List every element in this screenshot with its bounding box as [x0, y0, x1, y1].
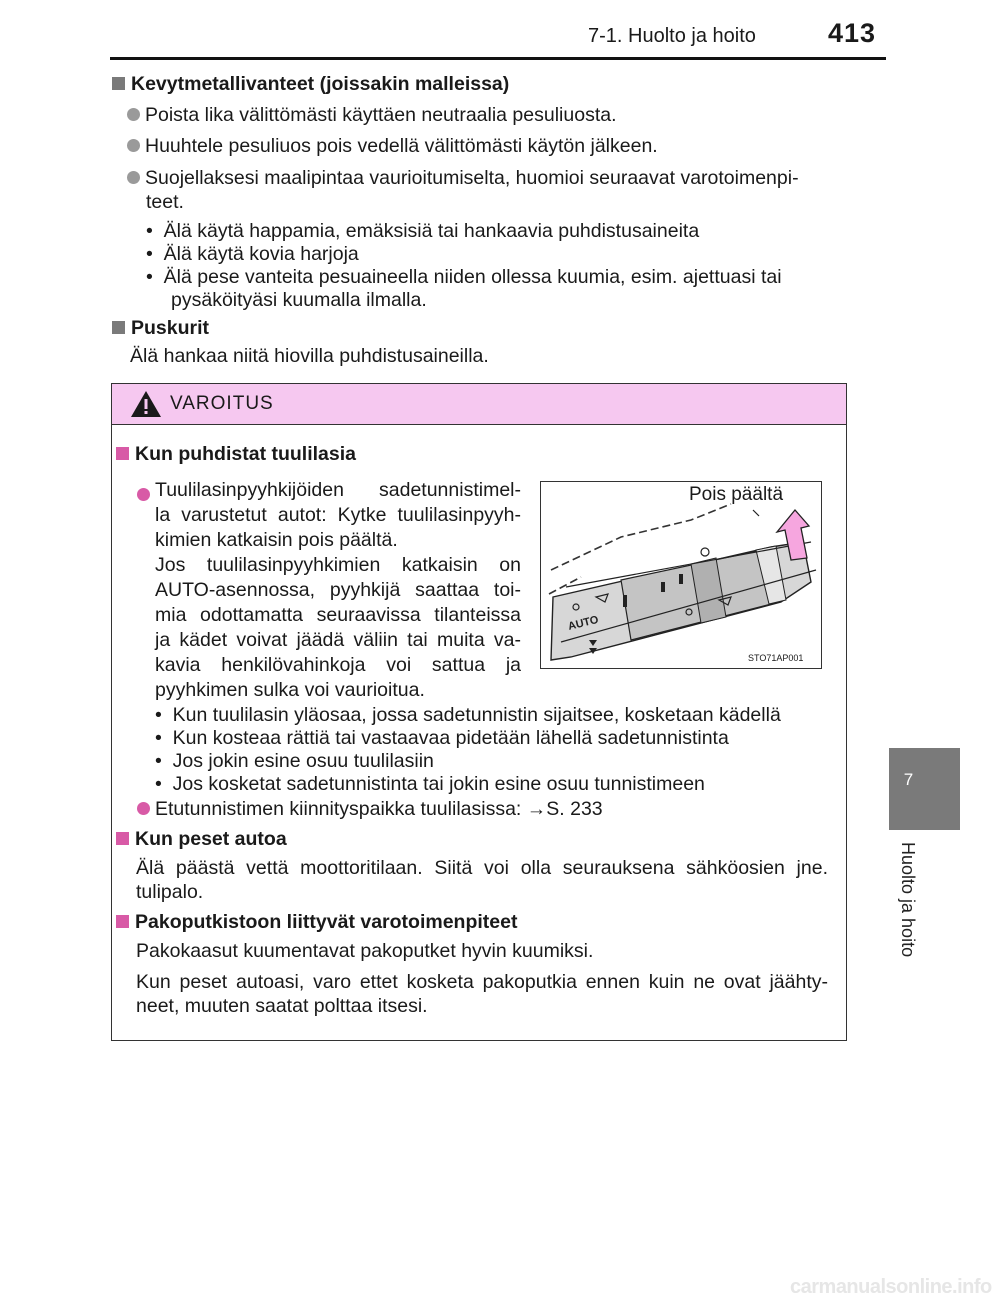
wiper-switch-figure	[540, 481, 822, 669]
round-bullet-icon	[127, 108, 140, 121]
square-bullet-icon	[116, 447, 129, 460]
bumpers-heading: Puskurit	[112, 316, 209, 341]
wiper-lever-illustration	[541, 482, 821, 668]
chapter-label-text: Huolto ja hoito	[898, 842, 918, 958]
header-rule	[110, 57, 886, 60]
warning-triangle-icon	[130, 390, 162, 418]
alloy-bullet-2: Huuhtele pesuliuos pois vedellä välittömästi käytön jälkeen.	[127, 134, 658, 159]
washing-heading: Kun peset autoa	[116, 827, 287, 852]
windshield-sub-1: • Kun tuulilasin yläosaa, jossa sadetunnistin sijaitsee, kosketaan kädellä	[155, 704, 781, 726]
alloy-bullet-3: Suojellaksesi maalipintaa vaurioitumiselta, huomioi seuraavat varotoimenpi-	[127, 166, 799, 191]
bumpers-text: Älä hankaa niitä hiovilla puhdistusaineilla.	[130, 345, 489, 367]
square-bullet-icon	[112, 321, 125, 334]
exhaust-line-1: Pakokaasut kuumentavat pakoputket hyvin kuumiksi.	[136, 940, 594, 962]
alloy-bullet-1: Poista lika välittömästi käyttäen neutraalia pesuliuosta.	[127, 103, 617, 128]
sensor-note: Etutunnistimen kiinnityspaikka tuulilasissa: →S. 233	[137, 797, 603, 822]
exhaust-line-3: neet, muuten saatat polttaa itsesi.	[136, 995, 428, 1017]
washing-line-2: tulipalo.	[136, 881, 204, 903]
round-bullet-icon	[137, 802, 150, 815]
windshield-heading: Kun puhdistat tuulilasia	[116, 442, 356, 467]
alloy-sub-3-cont: pysäköityäsi kuumalla ilmalla.	[171, 289, 427, 311]
windshield-sub-3: • Jos jokin esine osuu tuulilasiin	[155, 750, 434, 772]
alloy-sub-2: • Älä käytä kovia harjoja	[146, 243, 359, 265]
windshield-sub-2: • Kun kosteaa rättiä tai vastaavaa pidetään lähellä sadetunnistinta	[155, 727, 729, 749]
round-bullet-icon	[127, 139, 140, 152]
round-bullet-icon	[137, 488, 150, 501]
figure-label: Pois päältä	[689, 484, 784, 505]
chapter-label	[892, 842, 922, 1002]
alloy-heading: Kevytmetallivanteet (joissakin malleissa)	[112, 72, 509, 97]
alloy-bullet-3-cont: teet.	[146, 191, 184, 213]
square-bullet-icon	[112, 77, 125, 90]
exhaust-line-2: Kun peset autoasi, varo ettet kosketa pakoputkia ennen kuin ne ovat jäähty-	[136, 971, 828, 993]
section-title: 7-1. Huolto ja hoito	[588, 25, 756, 47]
watermark: carmanualsonline.info	[790, 1276, 992, 1298]
warning-title: VAROITUS	[170, 393, 274, 414]
square-bullet-icon	[116, 915, 129, 928]
figure-code: STO71AP001	[748, 653, 804, 663]
round-bullet-icon	[127, 171, 140, 184]
square-bullet-icon	[116, 832, 129, 845]
svg-text:AUTO: AUTO	[566, 613, 600, 633]
alloy-sub-1: • Älä käytä happamia, emäksisiä tai hankaavia puhdistusaineita	[146, 220, 700, 242]
windshield-paragraph: Tuulilasinpyyhkijöiden sadetunnistimel- la varustetut autot: Kytke tuulilasinpyyh- kimien katkaisin pois päältä. Jos tuulilasinpyyhkimien katkaisin on AUTO-asennossa, pyyhkijä saattaa toi- mia odottamatta seuraavissa tilanteissa ja kädet voivat jäädä väliin tai muita va- kavia henkilövahinkoja voi sattua ja pyyhkimen sulka voi vaurioitua.	[137, 478, 521, 703]
washing-line-1: Älä päästä vettä moottoritilaan. Siitä voi olla seurauksena sähköosien jne.	[136, 857, 828, 879]
exhaust-heading: Pakoputkistoon liittyvät varotoimenpiteet	[116, 910, 517, 935]
page-number: 413	[828, 18, 877, 48]
windshield-sub-4: • Jos kosketat sadetunnistinta tai jokin esine osuu tunnistimeen	[155, 773, 705, 795]
alloy-sub-3: • Älä pese vanteita pesuaineella niiden ollessa kuumia, esim. ajettuasi tai	[146, 266, 782, 288]
chapter-number: 7	[903, 770, 914, 789]
